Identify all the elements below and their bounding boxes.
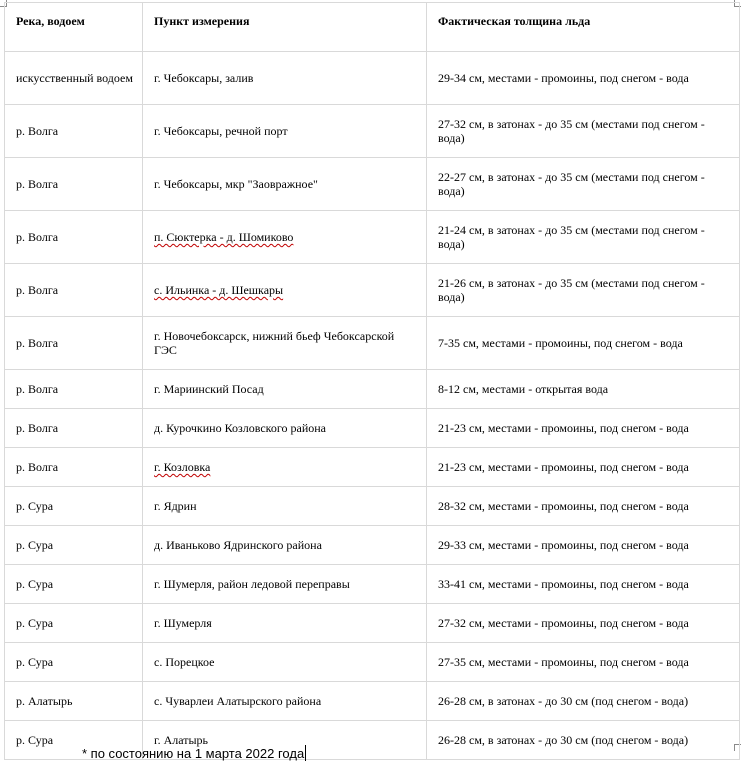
cell-thickness[interactable]: 8-12 см, местами - открытая вода [427,370,740,409]
point-text: г. Новочебоксарск, нижний бьеф Чебоксарской ГЭС [154,329,395,357]
table-row [5,448,740,487]
cell-river[interactable]: р. Волга [5,158,143,211]
cell-river[interactable]: р. Алатырь [5,682,143,721]
table-row [5,526,740,565]
cell-thickness[interactable]: 7-35 см, местами - промоины, под снегом - вода [427,317,740,370]
cell-point[interactable]: с. Порецкое [143,643,427,682]
cell-river[interactable]: р. Сура [5,487,143,526]
table-row [5,487,740,526]
cell-thickness[interactable]: 27-32 см, местами - промоины, под снегом - вода [427,604,740,643]
table-row [5,317,740,370]
cell-thickness[interactable]: 26-28 см, в затонах - до 30 см (под снегом - вода) [427,682,740,721]
point-text: с. Ильинка - д. Шешкары [154,283,284,297]
cell-thickness[interactable]: 26-28 см, в затонах - до 30 см (под снегом - вода) [427,721,740,760]
table-row [5,370,740,409]
text-cursor [305,745,306,761]
cell-river[interactable]: р. Сура [5,721,143,760]
header-thickness: Фактическая толщина льда [427,3,740,52]
cell-river[interactable]: р. Волга [5,409,143,448]
cell-point[interactable] [143,264,427,317]
table-row [5,52,740,105]
cell-point[interactable]: г. Шумерля [143,604,427,643]
cell-point[interactable] [143,526,427,565]
cell-river[interactable]: р. Волга [5,264,143,317]
cell-point[interactable]: г. Ядрин [143,487,427,526]
cell-river[interactable]: р. Сура [5,604,143,643]
cell-thickness[interactable]: 28-32 см, местами - промоины, под снегом - вода [427,487,740,526]
cell-point[interactable] [143,370,427,409]
cell-point[interactable]: г. Алатырь [143,721,427,760]
cell-river[interactable]: р. Волга [5,370,143,409]
table-header-row [5,3,740,52]
cell-river[interactable]: искусственный водоем [5,52,143,105]
cell-point[interactable] [143,158,427,211]
cell-river[interactable]: р. Сура [5,643,143,682]
cell-point[interactable]: г. Шумерля, район ледовой переправы [143,565,427,604]
cell-point[interactable] [143,448,427,487]
cell-river[interactable]: р. Сура [5,526,143,565]
point-text: г. Козловка [154,460,211,474]
cell-point[interactable] [143,317,427,370]
header-river: Река, водоем [5,3,143,52]
cell-point[interactable]: г. Чебоксары, речной порт [143,105,427,158]
table-row [5,158,740,211]
cell-point[interactable] [143,211,427,264]
ice-thickness-table [4,2,740,760]
point-text: с. Чуварлеи Алатырского района [154,694,322,708]
cell-point[interactable]: г. Чебоксары, залив [143,52,427,105]
cell-point[interactable] [143,409,427,448]
cell-thickness[interactable]: 33-41 см, местами - промоины, под снегом - вода [427,565,740,604]
table-row [5,105,740,158]
table-row [5,211,740,264]
cell-river[interactable]: р. Сура [5,565,143,604]
cell-thickness[interactable]: 21-24 см, в затонах - до 35 см (местами под снегом - вода) [427,211,740,264]
table-row [5,565,740,604]
point-text: д. Иваньково Ядринского района [154,538,322,552]
cell-thickness[interactable]: 22-27 см, в затонах - до 35 см (местами под снегом - вода) [427,158,740,211]
table-row [5,604,740,643]
cell-thickness[interactable]: 21-23 см, местами - промоины, под снегом - вода [427,448,740,487]
cell-point[interactable] [143,682,427,721]
footnote-text: * по состоянию на 1 марта 2022 года [82,746,305,761]
cell-river[interactable]: р. Волга [5,448,143,487]
point-text: г. Мариинский Посад [154,382,264,396]
cell-thickness[interactable]: 27-32 см, в затонах - до 35 см (местами под снегом - вода) [427,105,740,158]
point-text: д. Курочкино Козловского района [154,421,327,435]
table-row [5,409,740,448]
table-row [5,682,740,721]
header-point: Пункт измерения [143,3,427,52]
cell-river[interactable]: р. Волга [5,317,143,370]
point-text: г. Чебоксары, мкр "Заовражное" [154,177,318,191]
cell-thickness[interactable]: 21-26 см, в затонах - до 35 см (местами под снегом - вода) [427,264,740,317]
table-row [5,643,740,682]
cell-river[interactable]: р. Волга [5,105,143,158]
footnote[interactable] [82,745,306,761]
cell-thickness[interactable]: 29-33 см, местами - промоины, под снегом - вода [427,526,740,565]
cell-thickness[interactable]: 27-35 см, местами - промоины, под снегом - вода [427,643,740,682]
cell-thickness[interactable]: 29-34 см, местами - промоины, под снегом - вода [427,52,740,105]
cell-river[interactable]: р. Волга [5,211,143,264]
point-text: п. Сюктерка - д. Шомиково [154,230,294,244]
cell-thickness[interactable]: 21-23 см, местами - промоины, под снегом - вода [427,409,740,448]
table-row [5,264,740,317]
